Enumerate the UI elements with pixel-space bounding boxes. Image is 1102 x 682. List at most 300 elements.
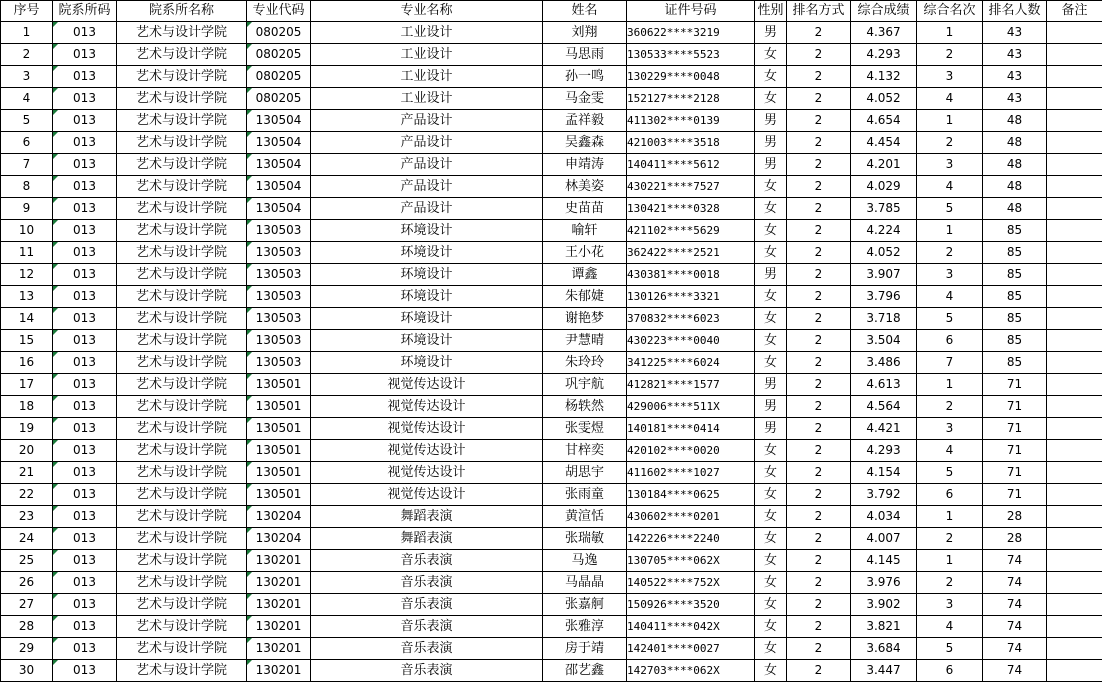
cell-name[interactable]: 刘翔 bbox=[543, 22, 627, 44]
cell-dept-name[interactable]: 艺术与设计学院 bbox=[117, 44, 247, 66]
cell-name[interactable]: 喻轩 bbox=[543, 220, 627, 242]
cell-dept-name[interactable]: 艺术与设计学院 bbox=[117, 352, 247, 374]
cell-rank[interactable]: 6 bbox=[917, 484, 983, 506]
cell-rank-method[interactable]: 2 bbox=[787, 528, 851, 550]
cell-id-number[interactable]: 420102****0020 bbox=[627, 440, 755, 462]
cell-id-number[interactable]: 370832****6023 bbox=[627, 308, 755, 330]
cell-dept-code[interactable]: 013 bbox=[53, 22, 117, 44]
col-header-rank-method[interactable]: 排名方式 bbox=[787, 1, 851, 22]
cell-rank[interactable]: 1 bbox=[917, 22, 983, 44]
cell-rank-method[interactable]: 2 bbox=[787, 374, 851, 396]
cell-rank-count[interactable]: 85 bbox=[983, 330, 1047, 352]
cell-gender[interactable]: 女 bbox=[755, 506, 787, 528]
cell-major-name[interactable]: 产品设计 bbox=[311, 176, 543, 198]
cell-dept-name[interactable]: 艺术与设计学院 bbox=[117, 242, 247, 264]
cell-dept-name[interactable]: 艺术与设计学院 bbox=[117, 572, 247, 594]
cell-rank-count[interactable]: 43 bbox=[983, 66, 1047, 88]
cell-index[interactable]: 18 bbox=[1, 396, 53, 418]
cell-major-name[interactable]: 环境设计 bbox=[311, 264, 543, 286]
cell-major-name[interactable]: 视觉传达设计 bbox=[311, 484, 543, 506]
cell-id-number[interactable]: 430221****7527 bbox=[627, 176, 755, 198]
cell-remarks[interactable] bbox=[1047, 418, 1102, 440]
cell-rank[interactable]: 1 bbox=[917, 220, 983, 242]
cell-gender[interactable]: 男 bbox=[755, 418, 787, 440]
cell-remarks[interactable] bbox=[1047, 220, 1102, 242]
cell-dept-code[interactable]: 013 bbox=[53, 44, 117, 66]
cell-score[interactable]: 4.367 bbox=[851, 22, 917, 44]
cell-score[interactable]: 3.785 bbox=[851, 198, 917, 220]
cell-dept-name[interactable]: 艺术与设计学院 bbox=[117, 308, 247, 330]
cell-id-number[interactable]: 130126****3321 bbox=[627, 286, 755, 308]
cell-index[interactable]: 15 bbox=[1, 330, 53, 352]
cell-remarks[interactable] bbox=[1047, 286, 1102, 308]
cell-gender[interactable]: 女 bbox=[755, 88, 787, 110]
cell-index[interactable]: 14 bbox=[1, 308, 53, 330]
cell-score[interactable]: 3.821 bbox=[851, 616, 917, 638]
cell-rank[interactable]: 4 bbox=[917, 616, 983, 638]
cell-major-name[interactable]: 工业设计 bbox=[311, 66, 543, 88]
cell-major-name[interactable]: 工业设计 bbox=[311, 22, 543, 44]
cell-remarks[interactable] bbox=[1047, 22, 1102, 44]
cell-rank[interactable]: 4 bbox=[917, 176, 983, 198]
cell-major-name[interactable]: 视觉传达设计 bbox=[311, 462, 543, 484]
cell-remarks[interactable] bbox=[1047, 638, 1102, 660]
cell-major-code[interactable]: 130204 bbox=[247, 528, 311, 550]
cell-dept-name[interactable]: 艺术与设计学院 bbox=[117, 374, 247, 396]
cell-major-code[interactable]: 130504 bbox=[247, 132, 311, 154]
cell-name[interactable]: 吴鑫森 bbox=[543, 132, 627, 154]
cell-rank[interactable]: 1 bbox=[917, 506, 983, 528]
cell-major-code[interactable]: 080205 bbox=[247, 44, 311, 66]
cell-name[interactable]: 张雨童 bbox=[543, 484, 627, 506]
cell-remarks[interactable] bbox=[1047, 308, 1102, 330]
cell-rank-count[interactable]: 48 bbox=[983, 198, 1047, 220]
cell-major-code[interactable]: 130201 bbox=[247, 550, 311, 572]
cell-major-code[interactable]: 130501 bbox=[247, 440, 311, 462]
cell-index[interactable]: 26 bbox=[1, 572, 53, 594]
cell-id-number[interactable]: 140411****5612 bbox=[627, 154, 755, 176]
cell-dept-code[interactable]: 013 bbox=[53, 308, 117, 330]
cell-dept-code[interactable]: 013 bbox=[53, 396, 117, 418]
cell-rank-method[interactable]: 2 bbox=[787, 264, 851, 286]
cell-gender[interactable]: 女 bbox=[755, 528, 787, 550]
cell-index[interactable]: 22 bbox=[1, 484, 53, 506]
cell-major-name[interactable]: 视觉传达设计 bbox=[311, 396, 543, 418]
cell-index[interactable]: 8 bbox=[1, 176, 53, 198]
cell-gender[interactable]: 女 bbox=[755, 440, 787, 462]
cell-index[interactable]: 5 bbox=[1, 110, 53, 132]
cell-name[interactable]: 孙一鸣 bbox=[543, 66, 627, 88]
cell-gender[interactable]: 女 bbox=[755, 484, 787, 506]
cell-rank-count[interactable]: 85 bbox=[983, 264, 1047, 286]
cell-dept-name[interactable]: 艺术与设计学院 bbox=[117, 66, 247, 88]
cell-major-code[interactable]: 080205 bbox=[247, 66, 311, 88]
cell-remarks[interactable] bbox=[1047, 550, 1102, 572]
cell-id-number[interactable]: 152127****2128 bbox=[627, 88, 755, 110]
cell-major-code[interactable]: 130503 bbox=[247, 286, 311, 308]
cell-name[interactable]: 黄渲恬 bbox=[543, 506, 627, 528]
cell-rank-method[interactable]: 2 bbox=[787, 154, 851, 176]
cell-major-name[interactable]: 产品设计 bbox=[311, 154, 543, 176]
cell-rank-method[interactable]: 2 bbox=[787, 506, 851, 528]
cell-dept-code[interactable]: 013 bbox=[53, 242, 117, 264]
cell-name[interactable]: 杨轶然 bbox=[543, 396, 627, 418]
cell-rank[interactable]: 4 bbox=[917, 286, 983, 308]
cell-major-name[interactable]: 产品设计 bbox=[311, 110, 543, 132]
cell-rank-count[interactable]: 74 bbox=[983, 660, 1047, 682]
cell-dept-name[interactable]: 艺术与设计学院 bbox=[117, 198, 247, 220]
cell-dept-name[interactable]: 艺术与设计学院 bbox=[117, 550, 247, 572]
cell-id-number[interactable]: 411602****1027 bbox=[627, 462, 755, 484]
cell-dept-code[interactable]: 013 bbox=[53, 440, 117, 462]
cell-remarks[interactable] bbox=[1047, 462, 1102, 484]
cell-rank-count[interactable]: 74 bbox=[983, 572, 1047, 594]
cell-rank-method[interactable]: 2 bbox=[787, 616, 851, 638]
cell-major-name[interactable]: 工业设计 bbox=[311, 88, 543, 110]
cell-major-code[interactable]: 080205 bbox=[247, 88, 311, 110]
cell-name[interactable]: 房于靖 bbox=[543, 638, 627, 660]
cell-score[interactable]: 4.052 bbox=[851, 242, 917, 264]
cell-rank[interactable]: 3 bbox=[917, 66, 983, 88]
cell-dept-name[interactable]: 艺术与设计学院 bbox=[117, 154, 247, 176]
cell-index[interactable]: 23 bbox=[1, 506, 53, 528]
cell-id-number[interactable]: 429006****511X bbox=[627, 396, 755, 418]
cell-rank-method[interactable]: 2 bbox=[787, 396, 851, 418]
cell-major-name[interactable]: 舞蹈表演 bbox=[311, 528, 543, 550]
cell-id-number[interactable]: 421003****3518 bbox=[627, 132, 755, 154]
cell-score[interactable]: 4.293 bbox=[851, 440, 917, 462]
cell-rank-count[interactable]: 48 bbox=[983, 132, 1047, 154]
cell-name[interactable]: 朱郁婕 bbox=[543, 286, 627, 308]
cell-index[interactable]: 4 bbox=[1, 88, 53, 110]
cell-remarks[interactable] bbox=[1047, 616, 1102, 638]
cell-dept-name[interactable]: 艺术与设计学院 bbox=[117, 418, 247, 440]
cell-rank-count[interactable]: 43 bbox=[983, 88, 1047, 110]
cell-major-code[interactable]: 130503 bbox=[247, 308, 311, 330]
cell-rank[interactable]: 3 bbox=[917, 264, 983, 286]
cell-rank-method[interactable]: 2 bbox=[787, 660, 851, 682]
cell-rank-method[interactable]: 2 bbox=[787, 308, 851, 330]
cell-name[interactable]: 林美姿 bbox=[543, 176, 627, 198]
cell-dept-name[interactable]: 艺术与设计学院 bbox=[117, 176, 247, 198]
cell-remarks[interactable] bbox=[1047, 264, 1102, 286]
cell-rank-count[interactable]: 85 bbox=[983, 286, 1047, 308]
cell-gender[interactable]: 女 bbox=[755, 220, 787, 242]
cell-major-code[interactable]: 130201 bbox=[247, 594, 311, 616]
cell-rank-method[interactable]: 2 bbox=[787, 594, 851, 616]
cell-index[interactable]: 21 bbox=[1, 462, 53, 484]
cell-rank[interactable]: 5 bbox=[917, 198, 983, 220]
cell-rank-count[interactable]: 71 bbox=[983, 484, 1047, 506]
col-header-rank-count[interactable]: 排名人数 bbox=[983, 1, 1047, 22]
cell-rank[interactable]: 4 bbox=[917, 88, 983, 110]
cell-name[interactable]: 马思雨 bbox=[543, 44, 627, 66]
cell-name[interactable]: 张雯煜 bbox=[543, 418, 627, 440]
col-header-major-code[interactable]: 专业代码 bbox=[247, 1, 311, 22]
cell-dept-name[interactable]: 艺术与设计学院 bbox=[117, 264, 247, 286]
cell-rank[interactable]: 2 bbox=[917, 242, 983, 264]
cell-rank[interactable]: 1 bbox=[917, 374, 983, 396]
cell-rank-method[interactable]: 2 bbox=[787, 198, 851, 220]
cell-id-number[interactable]: 140411****042X bbox=[627, 616, 755, 638]
cell-id-number[interactable]: 360622****3219 bbox=[627, 22, 755, 44]
cell-major-name[interactable]: 产品设计 bbox=[311, 198, 543, 220]
cell-gender[interactable]: 女 bbox=[755, 352, 787, 374]
cell-major-name[interactable]: 环境设计 bbox=[311, 330, 543, 352]
cell-name[interactable]: 张嘉舸 bbox=[543, 594, 627, 616]
cell-gender[interactable]: 女 bbox=[755, 572, 787, 594]
cell-score[interactable]: 3.684 bbox=[851, 638, 917, 660]
cell-rank-method[interactable]: 2 bbox=[787, 572, 851, 594]
cell-dept-name[interactable]: 艺术与设计学院 bbox=[117, 616, 247, 638]
cell-index[interactable]: 10 bbox=[1, 220, 53, 242]
cell-dept-code[interactable]: 013 bbox=[53, 528, 117, 550]
cell-id-number[interactable]: 130421****0328 bbox=[627, 198, 755, 220]
cell-id-number[interactable]: 412821****1577 bbox=[627, 374, 755, 396]
cell-major-name[interactable]: 视觉传达设计 bbox=[311, 418, 543, 440]
cell-score[interactable]: 4.034 bbox=[851, 506, 917, 528]
cell-rank-method[interactable]: 2 bbox=[787, 286, 851, 308]
cell-score[interactable]: 4.007 bbox=[851, 528, 917, 550]
cell-gender[interactable]: 女 bbox=[755, 176, 787, 198]
cell-dept-name[interactable]: 艺术与设计学院 bbox=[117, 22, 247, 44]
cell-rank-method[interactable]: 2 bbox=[787, 44, 851, 66]
cell-remarks[interactable] bbox=[1047, 528, 1102, 550]
cell-major-name[interactable]: 舞蹈表演 bbox=[311, 506, 543, 528]
cell-rank[interactable]: 3 bbox=[917, 594, 983, 616]
cell-major-code[interactable]: 130501 bbox=[247, 484, 311, 506]
cell-id-number[interactable]: 341225****6024 bbox=[627, 352, 755, 374]
cell-gender[interactable]: 女 bbox=[755, 594, 787, 616]
cell-rank-method[interactable]: 2 bbox=[787, 242, 851, 264]
cell-gender[interactable]: 女 bbox=[755, 308, 787, 330]
cell-major-code[interactable]: 130503 bbox=[247, 330, 311, 352]
cell-major-name[interactable]: 环境设计 bbox=[311, 286, 543, 308]
cell-dept-name[interactable]: 艺术与设计学院 bbox=[117, 440, 247, 462]
col-header-gender[interactable]: 性别 bbox=[755, 1, 787, 22]
cell-rank-method[interactable]: 2 bbox=[787, 418, 851, 440]
cell-rank-count[interactable]: 71 bbox=[983, 396, 1047, 418]
cell-index[interactable]: 7 bbox=[1, 154, 53, 176]
cell-major-name[interactable]: 音乐表演 bbox=[311, 638, 543, 660]
cell-remarks[interactable] bbox=[1047, 242, 1102, 264]
cell-rank-count[interactable]: 85 bbox=[983, 242, 1047, 264]
cell-rank[interactable]: 5 bbox=[917, 308, 983, 330]
cell-major-code[interactable]: 130503 bbox=[247, 352, 311, 374]
cell-dept-code[interactable]: 013 bbox=[53, 572, 117, 594]
cell-rank-method[interactable]: 2 bbox=[787, 638, 851, 660]
cell-dept-code[interactable]: 013 bbox=[53, 594, 117, 616]
cell-rank-count[interactable]: 43 bbox=[983, 44, 1047, 66]
cell-rank-method[interactable]: 2 bbox=[787, 176, 851, 198]
cell-id-number[interactable]: 421102****5629 bbox=[627, 220, 755, 242]
cell-dept-name[interactable]: 艺术与设计学院 bbox=[117, 396, 247, 418]
cell-score[interactable]: 4.293 bbox=[851, 44, 917, 66]
cell-index[interactable]: 11 bbox=[1, 242, 53, 264]
cell-index[interactable]: 13 bbox=[1, 286, 53, 308]
cell-gender[interactable]: 女 bbox=[755, 550, 787, 572]
col-header-id-number[interactable]: 证件号码 bbox=[627, 1, 755, 22]
cell-index[interactable]: 12 bbox=[1, 264, 53, 286]
cell-rank[interactable]: 5 bbox=[917, 638, 983, 660]
cell-index[interactable]: 30 bbox=[1, 660, 53, 682]
cell-name[interactable]: 谭鑫 bbox=[543, 264, 627, 286]
cell-rank-method[interactable]: 2 bbox=[787, 484, 851, 506]
cell-rank-count[interactable]: 71 bbox=[983, 374, 1047, 396]
cell-score[interactable]: 3.504 bbox=[851, 330, 917, 352]
cell-major-name[interactable]: 环境设计 bbox=[311, 308, 543, 330]
cell-name[interactable]: 史苗苗 bbox=[543, 198, 627, 220]
cell-id-number[interactable]: 411302****0139 bbox=[627, 110, 755, 132]
cell-id-number[interactable]: 142401****0027 bbox=[627, 638, 755, 660]
cell-score[interactable]: 4.132 bbox=[851, 66, 917, 88]
cell-id-number[interactable]: 362422****2521 bbox=[627, 242, 755, 264]
cell-name[interactable]: 王小花 bbox=[543, 242, 627, 264]
cell-dept-name[interactable]: 艺术与设计学院 bbox=[117, 88, 247, 110]
cell-name[interactable]: 孟祥毅 bbox=[543, 110, 627, 132]
cell-id-number[interactable]: 142703****062X bbox=[627, 660, 755, 682]
cell-major-code[interactable]: 130503 bbox=[247, 264, 311, 286]
cell-id-number[interactable]: 130184****0625 bbox=[627, 484, 755, 506]
col-header-dept-code[interactable]: 院系所码 bbox=[53, 1, 117, 22]
col-header-major-name[interactable]: 专业名称 bbox=[311, 1, 543, 22]
cell-rank[interactable]: 6 bbox=[917, 330, 983, 352]
cell-gender[interactable]: 女 bbox=[755, 660, 787, 682]
cell-major-name[interactable]: 音乐表演 bbox=[311, 572, 543, 594]
cell-major-code[interactable]: 130501 bbox=[247, 396, 311, 418]
cell-rank-count[interactable]: 71 bbox=[983, 418, 1047, 440]
cell-remarks[interactable] bbox=[1047, 352, 1102, 374]
cell-major-code[interactable]: 130201 bbox=[247, 616, 311, 638]
cell-rank[interactable]: 2 bbox=[917, 44, 983, 66]
cell-rank[interactable]: 2 bbox=[917, 396, 983, 418]
cell-id-number[interactable]: 130229****0048 bbox=[627, 66, 755, 88]
cell-score[interactable]: 4.564 bbox=[851, 396, 917, 418]
cell-dept-code[interactable]: 013 bbox=[53, 352, 117, 374]
cell-name[interactable]: 马逸 bbox=[543, 550, 627, 572]
cell-major-code[interactable]: 130501 bbox=[247, 462, 311, 484]
cell-remarks[interactable] bbox=[1047, 506, 1102, 528]
cell-rank-count[interactable]: 71 bbox=[983, 440, 1047, 462]
cell-rank-count[interactable]: 85 bbox=[983, 308, 1047, 330]
cell-name[interactable]: 尹慧晴 bbox=[543, 330, 627, 352]
cell-index[interactable]: 20 bbox=[1, 440, 53, 462]
cell-dept-code[interactable]: 013 bbox=[53, 66, 117, 88]
cell-id-number[interactable]: 150926****3520 bbox=[627, 594, 755, 616]
cell-score[interactable]: 4.029 bbox=[851, 176, 917, 198]
cell-rank-method[interactable]: 2 bbox=[787, 330, 851, 352]
cell-rank-count[interactable]: 71 bbox=[983, 462, 1047, 484]
cell-rank-method[interactable]: 2 bbox=[787, 440, 851, 462]
cell-dept-code[interactable]: 013 bbox=[53, 198, 117, 220]
cell-id-number[interactable]: 430381****0018 bbox=[627, 264, 755, 286]
cell-major-name[interactable]: 环境设计 bbox=[311, 352, 543, 374]
cell-remarks[interactable] bbox=[1047, 594, 1102, 616]
cell-remarks[interactable] bbox=[1047, 198, 1102, 220]
cell-major-name[interactable]: 环境设计 bbox=[311, 242, 543, 264]
cell-index[interactable]: 27 bbox=[1, 594, 53, 616]
cell-id-number[interactable]: 140522****752X bbox=[627, 572, 755, 594]
cell-rank-count[interactable]: 85 bbox=[983, 352, 1047, 374]
cell-dept-name[interactable]: 艺术与设计学院 bbox=[117, 594, 247, 616]
col-header-rank[interactable]: 综合名次 bbox=[917, 1, 983, 22]
cell-index[interactable]: 24 bbox=[1, 528, 53, 550]
cell-dept-name[interactable]: 艺术与设计学院 bbox=[117, 286, 247, 308]
cell-rank-count[interactable]: 43 bbox=[983, 22, 1047, 44]
cell-index[interactable]: 28 bbox=[1, 616, 53, 638]
cell-dept-code[interactable]: 013 bbox=[53, 154, 117, 176]
cell-rank-count[interactable]: 48 bbox=[983, 110, 1047, 132]
cell-gender[interactable]: 男 bbox=[755, 132, 787, 154]
cell-rank-method[interactable]: 2 bbox=[787, 132, 851, 154]
cell-name[interactable]: 谢艳梦 bbox=[543, 308, 627, 330]
col-header-remarks[interactable]: 备注 bbox=[1047, 1, 1102, 22]
cell-dept-name[interactable]: 艺术与设计学院 bbox=[117, 638, 247, 660]
cell-name[interactable]: 邵艺鑫 bbox=[543, 660, 627, 682]
cell-id-number[interactable]: 130705****062X bbox=[627, 550, 755, 572]
cell-score[interactable]: 3.718 bbox=[851, 308, 917, 330]
cell-index[interactable]: 6 bbox=[1, 132, 53, 154]
cell-remarks[interactable] bbox=[1047, 440, 1102, 462]
cell-gender[interactable]: 女 bbox=[755, 616, 787, 638]
cell-rank-method[interactable]: 2 bbox=[787, 220, 851, 242]
cell-rank-count[interactable]: 48 bbox=[983, 176, 1047, 198]
cell-name[interactable]: 张瑞敏 bbox=[543, 528, 627, 550]
cell-rank[interactable]: 7 bbox=[917, 352, 983, 374]
cell-id-number[interactable]: 140181****0414 bbox=[627, 418, 755, 440]
cell-rank-count[interactable]: 74 bbox=[983, 594, 1047, 616]
cell-score[interactable]: 4.421 bbox=[851, 418, 917, 440]
cell-id-number[interactable]: 430223****0040 bbox=[627, 330, 755, 352]
cell-gender[interactable]: 女 bbox=[755, 44, 787, 66]
cell-score[interactable]: 4.224 bbox=[851, 220, 917, 242]
cell-score[interactable]: 4.201 bbox=[851, 154, 917, 176]
cell-dept-code[interactable]: 013 bbox=[53, 660, 117, 682]
cell-name[interactable]: 马金雯 bbox=[543, 88, 627, 110]
cell-rank-count[interactable]: 74 bbox=[983, 550, 1047, 572]
cell-name[interactable]: 马晶晶 bbox=[543, 572, 627, 594]
cell-score[interactable]: 3.976 bbox=[851, 572, 917, 594]
cell-rank[interactable]: 2 bbox=[917, 572, 983, 594]
cell-major-code[interactable]: 130501 bbox=[247, 374, 311, 396]
cell-major-name[interactable]: 音乐表演 bbox=[311, 660, 543, 682]
cell-index[interactable]: 19 bbox=[1, 418, 53, 440]
cell-dept-name[interactable]: 艺术与设计学院 bbox=[117, 220, 247, 242]
cell-dept-name[interactable]: 艺术与设计学院 bbox=[117, 506, 247, 528]
cell-score[interactable]: 4.613 bbox=[851, 374, 917, 396]
cell-rank-method[interactable]: 2 bbox=[787, 352, 851, 374]
cell-index[interactable]: 3 bbox=[1, 66, 53, 88]
cell-dept-name[interactable]: 艺术与设计学院 bbox=[117, 528, 247, 550]
cell-rank[interactable]: 2 bbox=[917, 528, 983, 550]
cell-major-code[interactable]: 130503 bbox=[247, 220, 311, 242]
cell-gender[interactable]: 女 bbox=[755, 242, 787, 264]
cell-major-name[interactable]: 环境设计 bbox=[311, 220, 543, 242]
cell-remarks[interactable] bbox=[1047, 572, 1102, 594]
cell-index[interactable]: 29 bbox=[1, 638, 53, 660]
cell-rank-count[interactable]: 74 bbox=[983, 616, 1047, 638]
cell-major-name[interactable]: 音乐表演 bbox=[311, 616, 543, 638]
cell-rank[interactable]: 5 bbox=[917, 462, 983, 484]
cell-rank[interactable]: 3 bbox=[917, 154, 983, 176]
cell-score[interactable]: 4.454 bbox=[851, 132, 917, 154]
cell-dept-name[interactable]: 艺术与设计学院 bbox=[117, 330, 247, 352]
cell-score[interactable]: 3.486 bbox=[851, 352, 917, 374]
cell-major-code[interactable]: 130204 bbox=[247, 506, 311, 528]
cell-name[interactable]: 张雅淳 bbox=[543, 616, 627, 638]
cell-rank-count[interactable]: 85 bbox=[983, 220, 1047, 242]
cell-score[interactable]: 4.654 bbox=[851, 110, 917, 132]
